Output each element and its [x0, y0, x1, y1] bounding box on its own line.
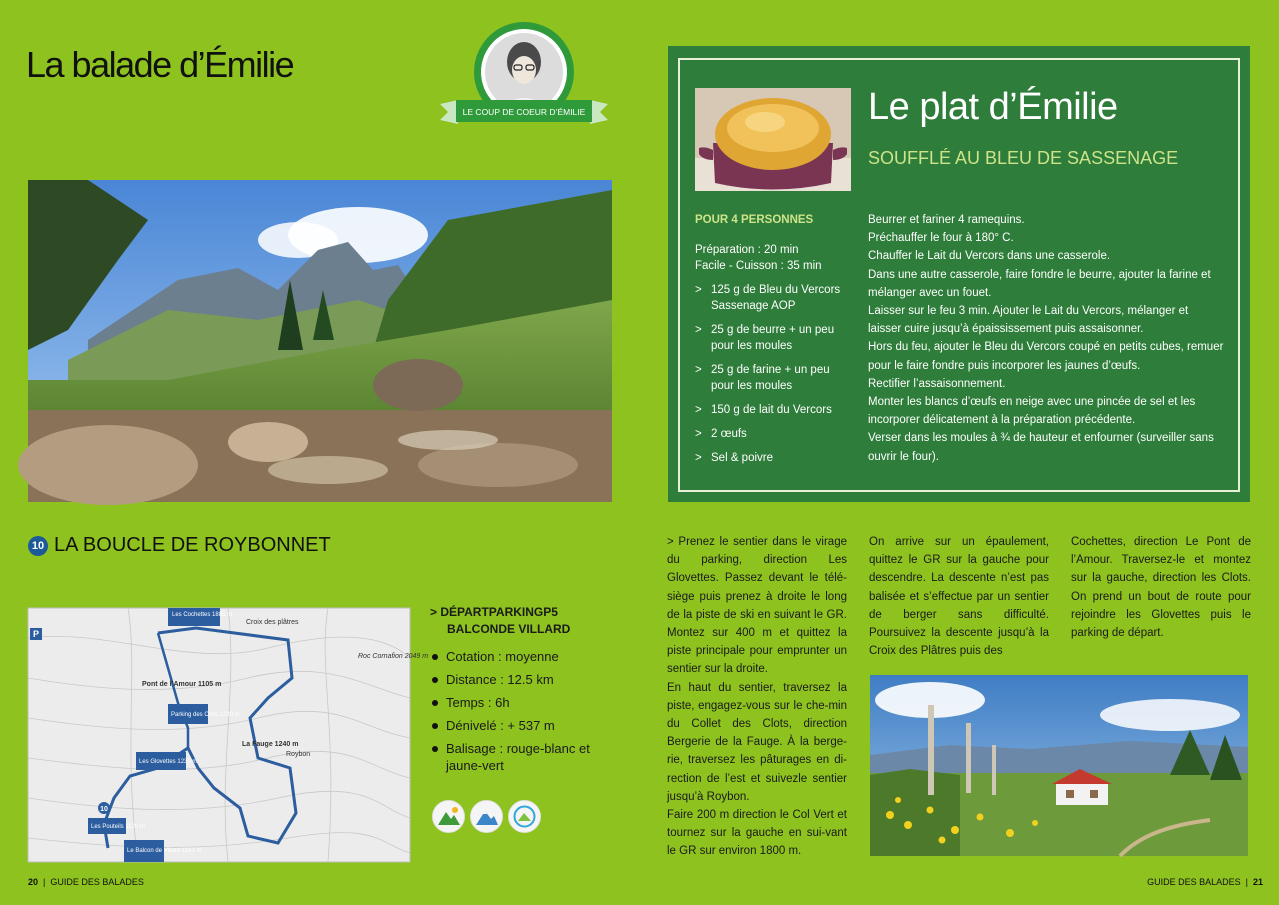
ingredients-list	[695, 282, 855, 466]
recipe-step: Verser dans les moules à ¾ de hauteur et enfourner (surveiller sans ouvrir le four).	[868, 432, 1214, 463]
walk-text-column-2: On arrive sur un épaulement, quittez le GR sur la gauche pour descendre. La descente n’est pas balisée et s’effectue par un sentier de berger sans difficulté. Poursuivez la descente jusqu’à la Croix des Plâtres puis des	[869, 536, 1049, 658]
recipe-step: Préchauffer le four à 180° C.	[868, 232, 1014, 245]
recipe-steps	[868, 211, 1224, 466]
page-title: La balade d’Émilie	[26, 44, 294, 85]
walk-section-title	[28, 534, 331, 557]
svg-text:Roybon: Roybon	[286, 751, 311, 758]
svg-text:Parking des Clots 1230 m: Parking des Clots 1230 m	[171, 712, 240, 718]
walk-paragraph: Faire 200 m direction le Col Vert et tournez sur la gauche en sui-vant le GR sur environ 1800 m.	[667, 809, 847, 858]
svg-text:Les Pouteils 1120 m: Les Pouteils 1120 m	[91, 824, 145, 830]
mountain-icon	[432, 800, 465, 833]
svg-text:Les Cochettes 1885 m: Les Cochettes 1885 m	[172, 612, 233, 618]
recipe-servings: POUR 4 PERSONNES	[695, 214, 814, 226]
svg-text:Les Glovettes 1230 m: Les Glovettes 1230 m	[139, 759, 198, 765]
recipe-step: Dans une autre casserole, faire fondre le beurre, ajouter la farine et mélanger avec un fouet.	[868, 268, 1211, 299]
walk-paragraph: En haut du sentier, traversez la piste, engagez-vous sur le che-min du Collet des Clots, direction Bergerie de la Fauge. À la berge-rie, traversez les pâturages en di-rection de l’est et suivezle sentier jusqu’à Roybon.	[667, 681, 847, 803]
recipe-step: Laisser sur le feu 3 min. Ajouter le Lait du Vercors, mélanger et laisser cuire jusqu’à épaississement puis assaisonner.	[868, 305, 1189, 336]
footer-right: GUIDE DES BALADES | 21	[1147, 877, 1263, 887]
recipe-cook-time: Facile - Cuisson : 35 min	[695, 260, 822, 272]
svg-text:La Fauge 1240 m: La Fauge 1240 m	[242, 741, 299, 748]
souffle-photo	[695, 88, 851, 191]
recipe-prep-time: Préparation : 20 min	[695, 244, 799, 256]
walk-text-column-3: Cochettes, direction Le Pont de l’Amour. Traversez-le et montez sur la gauche, direction les Clots. On prend un bout de route pour rejoindre les Glovettes puis le parking de départ.	[1071, 536, 1251, 640]
svg-text:10: 10	[100, 806, 108, 813]
recipe-step: Chauffer le Lait du Vercors dans une casserole.	[868, 250, 1111, 263]
departure-line-2: BALCONDE VILLARD	[447, 622, 571, 636]
walk-paragraph: > Prenez le sentier dans le virage du parking, direction Les Glovettes. Passez devant le télé-siège puis prenez à droite le long de la piste de ski en suivant le GR. Montez sur 400 m et quittez la piste principale pour emprunter un sentier sur la droite.	[667, 536, 847, 676]
svg-text:Pont de l’Amour 1105 m: Pont de l’Amour 1105 m	[142, 681, 222, 688]
spec-distance: Distance : 12.5 km	[430, 671, 600, 688]
recipe-step: Rectifier l’assaisonnement.	[868, 377, 1006, 390]
snow-mountain-icon	[470, 800, 503, 833]
ingredient-item: > 25 g de beurre + un peu pour les moules	[695, 322, 855, 354]
recipe-subtitle: SOUFFLÉ AU BLEU DE SASSENAGE	[868, 148, 1179, 168]
ingredient-item: > 150 g de lait du Vercors	[695, 402, 855, 418]
svg-text:Le Balcon de Villard 1151 m: Le Balcon de Villard 1151 m	[127, 848, 202, 854]
spec-denivele: Dénivelé : + 537 m	[430, 717, 600, 734]
label-icon	[508, 800, 541, 833]
recipe-step: Monter les blancs d’œufs en neige avec une pincée de sel et les incorporer délicatement à la préparation précédente.	[868, 396, 1196, 427]
svg-text:Roc Cornafion 2049 m: Roc Cornafion 2049 m	[358, 653, 429, 660]
activity-icons	[432, 800, 541, 833]
mountain-stream-photo	[28, 180, 612, 502]
walk-text-column-1	[667, 533, 847, 861]
svg-text:Croix des plâtres: Croix des plâtres	[246, 619, 299, 626]
departure-line-1: > DÉPARTPARKINGP5	[430, 605, 558, 619]
svg-text:P: P	[32, 629, 40, 639]
recipe-step: Beurrer et fariner 4 ramequins.	[868, 214, 1025, 226]
ingredient-item: > 2 œufs	[695, 426, 855, 442]
spec-cotation: Cotation : moyenne	[430, 648, 600, 665]
walk-title: LA BOUCLE DE ROYBONNET	[54, 534, 331, 556]
walk-number-badge: 10	[28, 536, 48, 556]
coup-de-coeur-badge	[438, 20, 610, 130]
recipe-title: Le plat d’Émilie	[868, 86, 1118, 128]
ingredient-item: > Sel & poivre	[695, 450, 855, 466]
footer-left: 20 | GUIDE DES BALADES	[28, 877, 144, 887]
walk-info	[430, 604, 600, 780]
recipe-ingredients-column	[695, 212, 855, 474]
recipe-step: Hors du feu, ajouter le Bleu du Vercors coupé en petits cubes, remuer pour le faire fondre puis incorporer les jaunes d’œufs.	[868, 341, 1224, 372]
chalet-meadow-photo	[870, 675, 1248, 856]
walk-specs	[430, 648, 600, 774]
ingredient-item: > 125 g de Bleu du Vercors Sassenage AOP	[695, 282, 855, 314]
spec-temps: Temps : 6h	[430, 694, 600, 711]
ingredient-item: > 25 g de farine + un peu pour les moules	[695, 362, 855, 394]
trail-map	[28, 608, 429, 862]
svg-text:LE COUP DE COEUR D’ÉMILIE: LE COUP DE COEUR D’ÉMILIE	[462, 107, 586, 117]
spec-balisage: Balisage : rouge-blanc et jaune-vert	[430, 740, 600, 774]
